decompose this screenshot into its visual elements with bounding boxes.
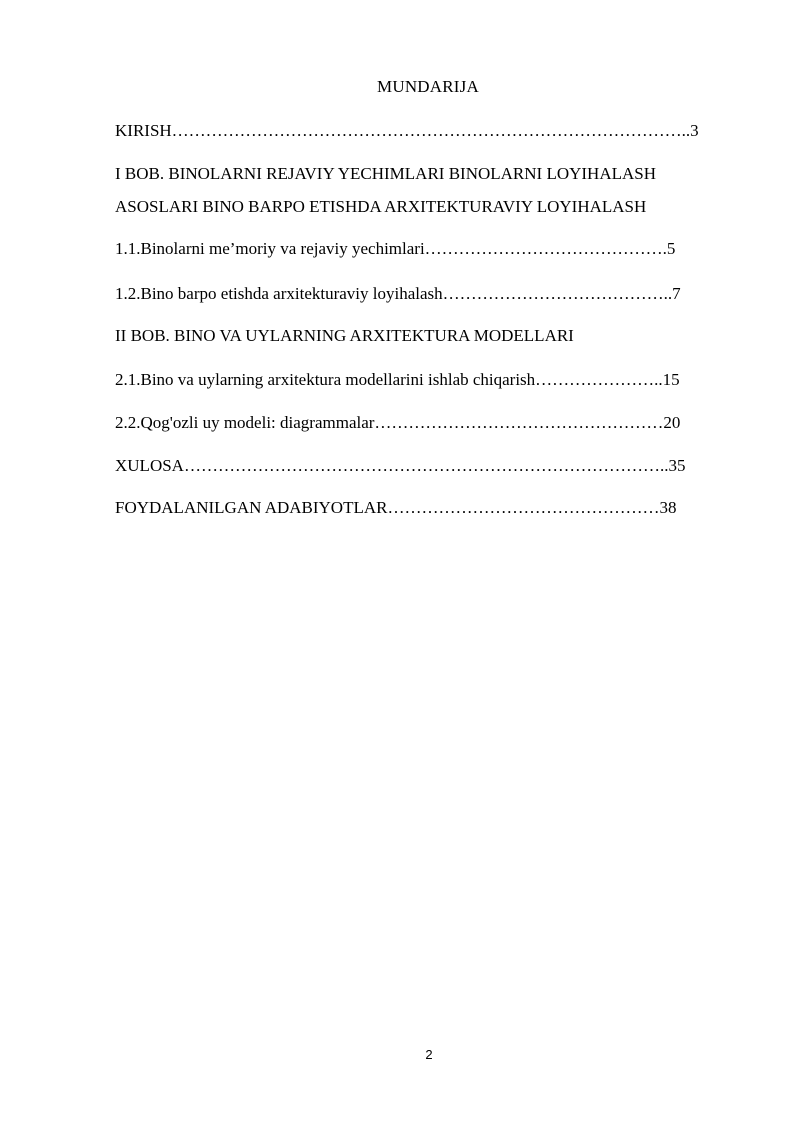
toc-chapter-1-line-1: I BOB. BINOLARNI REJAVIY YECHIMLARI BINOLARNI LOYIHALASH bbox=[115, 164, 656, 183]
toc-entry-xulosa: XULOSA…………………………………………………………………………..35 bbox=[115, 456, 686, 475]
toc-chapter-1-line-2: ASOSLARI BINO BARPO ETISHDA ARXITEKTURAVIY LOYIHALASH bbox=[115, 197, 647, 216]
toc-chapter-2: II BOB. BINO VA UYLARNING ARXITEKTURA MODELLARI bbox=[115, 326, 574, 345]
page-number: 2 bbox=[425, 1047, 433, 1062]
toc-title: MUNDARIJA bbox=[377, 77, 479, 96]
toc-entry-1-2: 1.2.Bino barpo etishda arxitekturaviy loyihalash…………………………………..7 bbox=[115, 284, 681, 303]
toc-entry-kirish: KIRISH………………………………………………………………………………..3 bbox=[115, 121, 699, 140]
toc-entry-2-1: 2.1.Bino va uylarning arxitektura modellarini ishlab chiqarish…………………..15 bbox=[115, 370, 680, 389]
toc-entry-2-2: 2.2.Qog'ozli uy modeli: diagrammalar……………………………………………20 bbox=[115, 413, 681, 432]
toc-entry-1-1: 1.1.Binolarni me’moriy va rejaviy yechimlari…………………………………….5 bbox=[115, 239, 676, 258]
toc-entry-adabiyotlar: FOYDALANILGAN ADABIYOTLAR…………………………………………38 bbox=[115, 498, 677, 517]
